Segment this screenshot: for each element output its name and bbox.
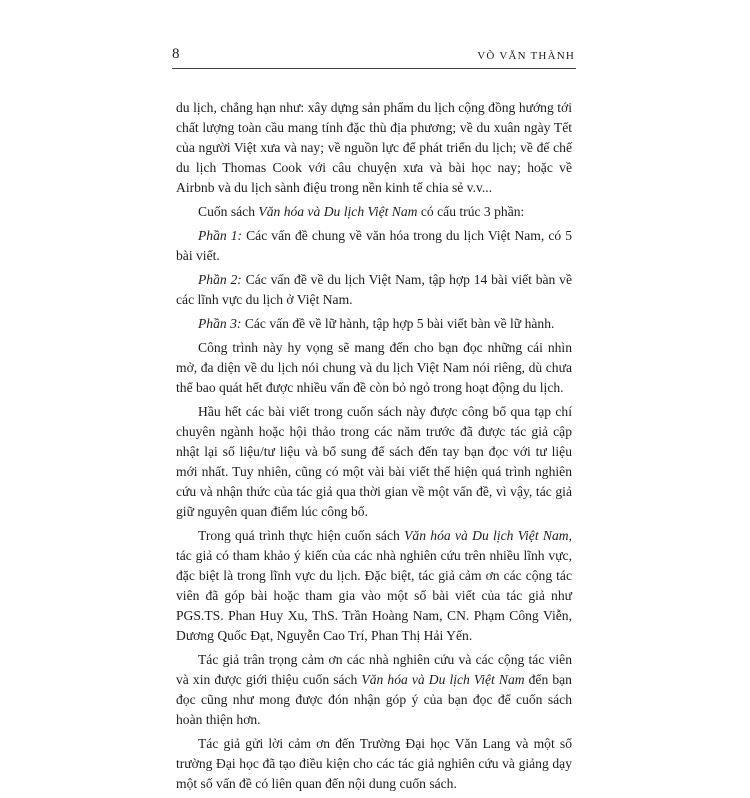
paragraph-9: Tác giả trân trọng cảm ơn các nhà nghiên cứu và các cộng tác viên và xin được giới thiệu cuốn sách Văn hóa và Du lịch Việt Nam đến bạn đọc cũng như mong được đón nhận góp ý của bạn đọc để cuốn sách hoàn thiện hơn.	[176, 652, 572, 727]
paragraph-10: Tác giả gửi lời cảm ơn đến Trường Đại học Văn Lang và một số trường Đại học đã tạo điều kiện cho các tác giả nghiên cứu và giảng dạy một số vấn đề có liên quan đến nội dung cuốn sách.	[176, 736, 572, 791]
part-1-label: Phần 1:	[198, 228, 243, 243]
part-2-label: Phần 2:	[198, 272, 242, 287]
paragraph-6: Công trình này hy vọng sẽ mang đến cho bạn đọc những cái nhìn mở, đa diện về du lịch nói chung và du lịch Việt Nam nói riêng, dù chưa thể bao quát hết được nhiều vấn đề còn bỏ ngỏ trong hoạt động du lịch.	[176, 340, 572, 395]
paragraph-2: Cuốn sách Văn hóa và Du lịch Việt Nam có cấu trúc 3 phần:	[198, 204, 525, 219]
paragraph-part-2: Phần 2: Các vấn đề về du lịch Việt Nam, tập hợp 14 bài viết bàn về các lĩnh vực du lịch ở Việt Nam.	[176, 272, 572, 307]
part-3-label: Phần 3:	[198, 316, 242, 331]
page-number: 8	[172, 46, 180, 62]
paragraph-7: Hầu hết các bài viết trong cuốn sách này được công bố qua tạp chí chuyên ngành hoặc hội thảo trong các năm trước đã được tác giả cập nhật lại số liệu/tư liệu và bổ sung để sách đến tay bạn đọc với tư liệu mới nhất. Tuy nhiên, cũng có một vài bài viết thể hiện quá trình nghiên cứu và nhận thức của tác giả qua thời gian về một vấn đề, vì vậy, tác giả giữ nguyên quan điểm lúc công bố.	[176, 404, 572, 519]
book-title: Văn hóa và Du lịch Việt Nam	[258, 204, 418, 219]
paragraph-8: Trong quá trình thực hiện cuốn sách Văn hóa và Du lịch Việt Nam, tác giả có tham khảo ý kiến của các nhà nghiên cứu trên nhiều lĩnh vực, đặc biệt là trong lĩnh vực du lịch. Đặc biệt, tác giả cảm ơn các cộng tác viên đã góp bài hoặc tham gia vào một số bài viết của tác giả như PGS.TS. Phan Huy Xu, ThS. Trần Hoàng Nam, CN. Phạm Công Viễn, Dương Quốc Đạt, Nguyễn Cao Trí, Phan Thị Hải Yến.	[176, 528, 572, 643]
header-rule	[172, 68, 576, 69]
running-head-author: VÕ VĂN THÀNH	[477, 50, 575, 62]
book-title: Văn hóa và Du lịch Việt Nam	[404, 528, 569, 543]
paragraph-part-3: Phần 3: Các vấn đề về lữ hành, tập hợp 5 bài viết bàn về lữ hành.	[198, 316, 555, 331]
body-text	[176, 98, 572, 798]
book-title: Văn hóa và Du lịch Việt Nam	[361, 672, 525, 687]
paragraph-1: du lịch, chẳng hạn như: xây dựng sản phẩm du lịch cộng đồng hướng tới chất lượng toàn cầu mang tính đặc thù địa phương; về du xuân ngày Tết của người Việt xưa và nay; về nguồn lực để phát triển du lịch; về đế chế du lịch Thomas Cook với câu chuyện xưa và bài học nay; hoặc về Airbnb và du lịch sành điệu trong nền kinh tế chia sẻ v.v...	[176, 100, 572, 195]
paragraph-part-1: Phần 1: Các vấn đề chung về văn hóa trong du lịch Việt Nam, có 5 bài viết.	[176, 228, 572, 263]
